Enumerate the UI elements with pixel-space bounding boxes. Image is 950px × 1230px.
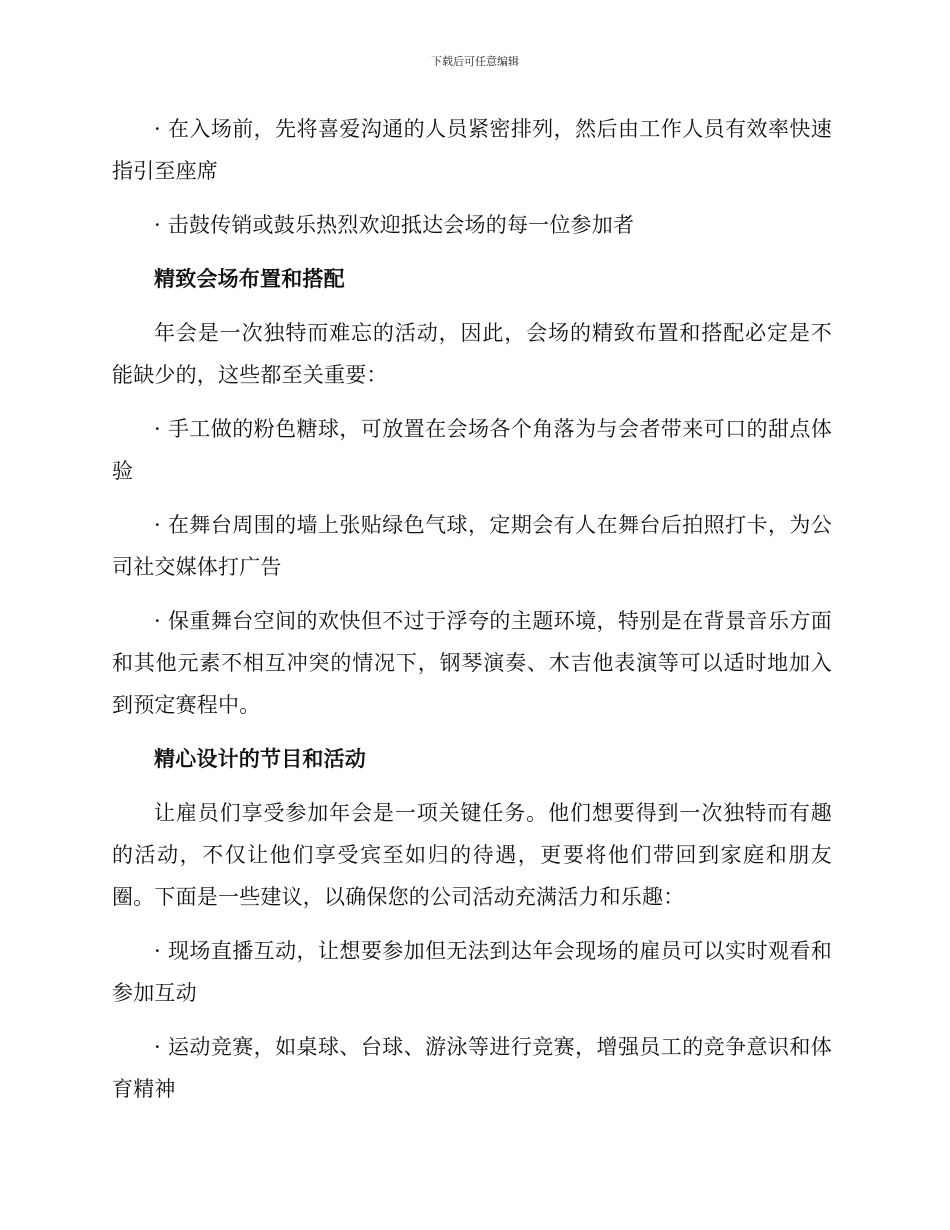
- bullet-paragraph: · 保重舞台空间的欢快但不过于浮夸的主题环境，特别是在背景音乐方面和其他元素不相互冲突的情况下，钢琴演奏、木吉他表演等可以适时地加入到预定赛程中。: [112, 609, 832, 717]
- bullet-paragraph: · 现场直播互动，让想要参加但无法到达年会现场的雇员可以实时观看和参加互动: [112, 939, 832, 1005]
- body-paragraph: 让雇员们享受参加年会是一项关键任务。他们想要得到一次独特而有趣的活动，不仅让他们享受宾至如归的待遇，更要将他们带回到家庭和朋友圈。下面是一些建议，以确保您的公司活动充满活力和乐趣：: [112, 801, 832, 909]
- bullet-paragraph: · 在入场前，先将喜爱沟通的人员紧密排列，然后由工作人员有效率快速指引至座席: [112, 117, 832, 183]
- page-header: 下载后可任意编辑: [431, 55, 519, 68]
- document-body: [112, 108, 832, 1110]
- body-paragraph: 年会是一次独特而难忘的活动，因此，会场的精致布置和搭配必定是不能缺少的，这些都至关重要：: [112, 321, 832, 387]
- bullet-paragraph: · 击鼓传销或鼓乐热烈欢迎抵达会场的每一位参加者: [154, 213, 635, 237]
- bullet-paragraph: · 在舞台周围的墙上张贴绿色气球，定期会有人在舞台后拍照打卡，为公司社交媒体打广告: [112, 513, 832, 579]
- section-heading: 精致会场布置和搭配: [154, 266, 345, 291]
- bullet-paragraph: · 运动竞赛，如桌球、台球、游泳等进行竞赛，增强员工的竞争意识和体育精神: [112, 1035, 832, 1101]
- section-heading: 精心设计的节目和活动: [154, 746, 366, 771]
- bullet-paragraph: · 手工做的粉色糖球，可放置在会场各个角落为与会者带来可口的甜点体验: [112, 417, 832, 483]
